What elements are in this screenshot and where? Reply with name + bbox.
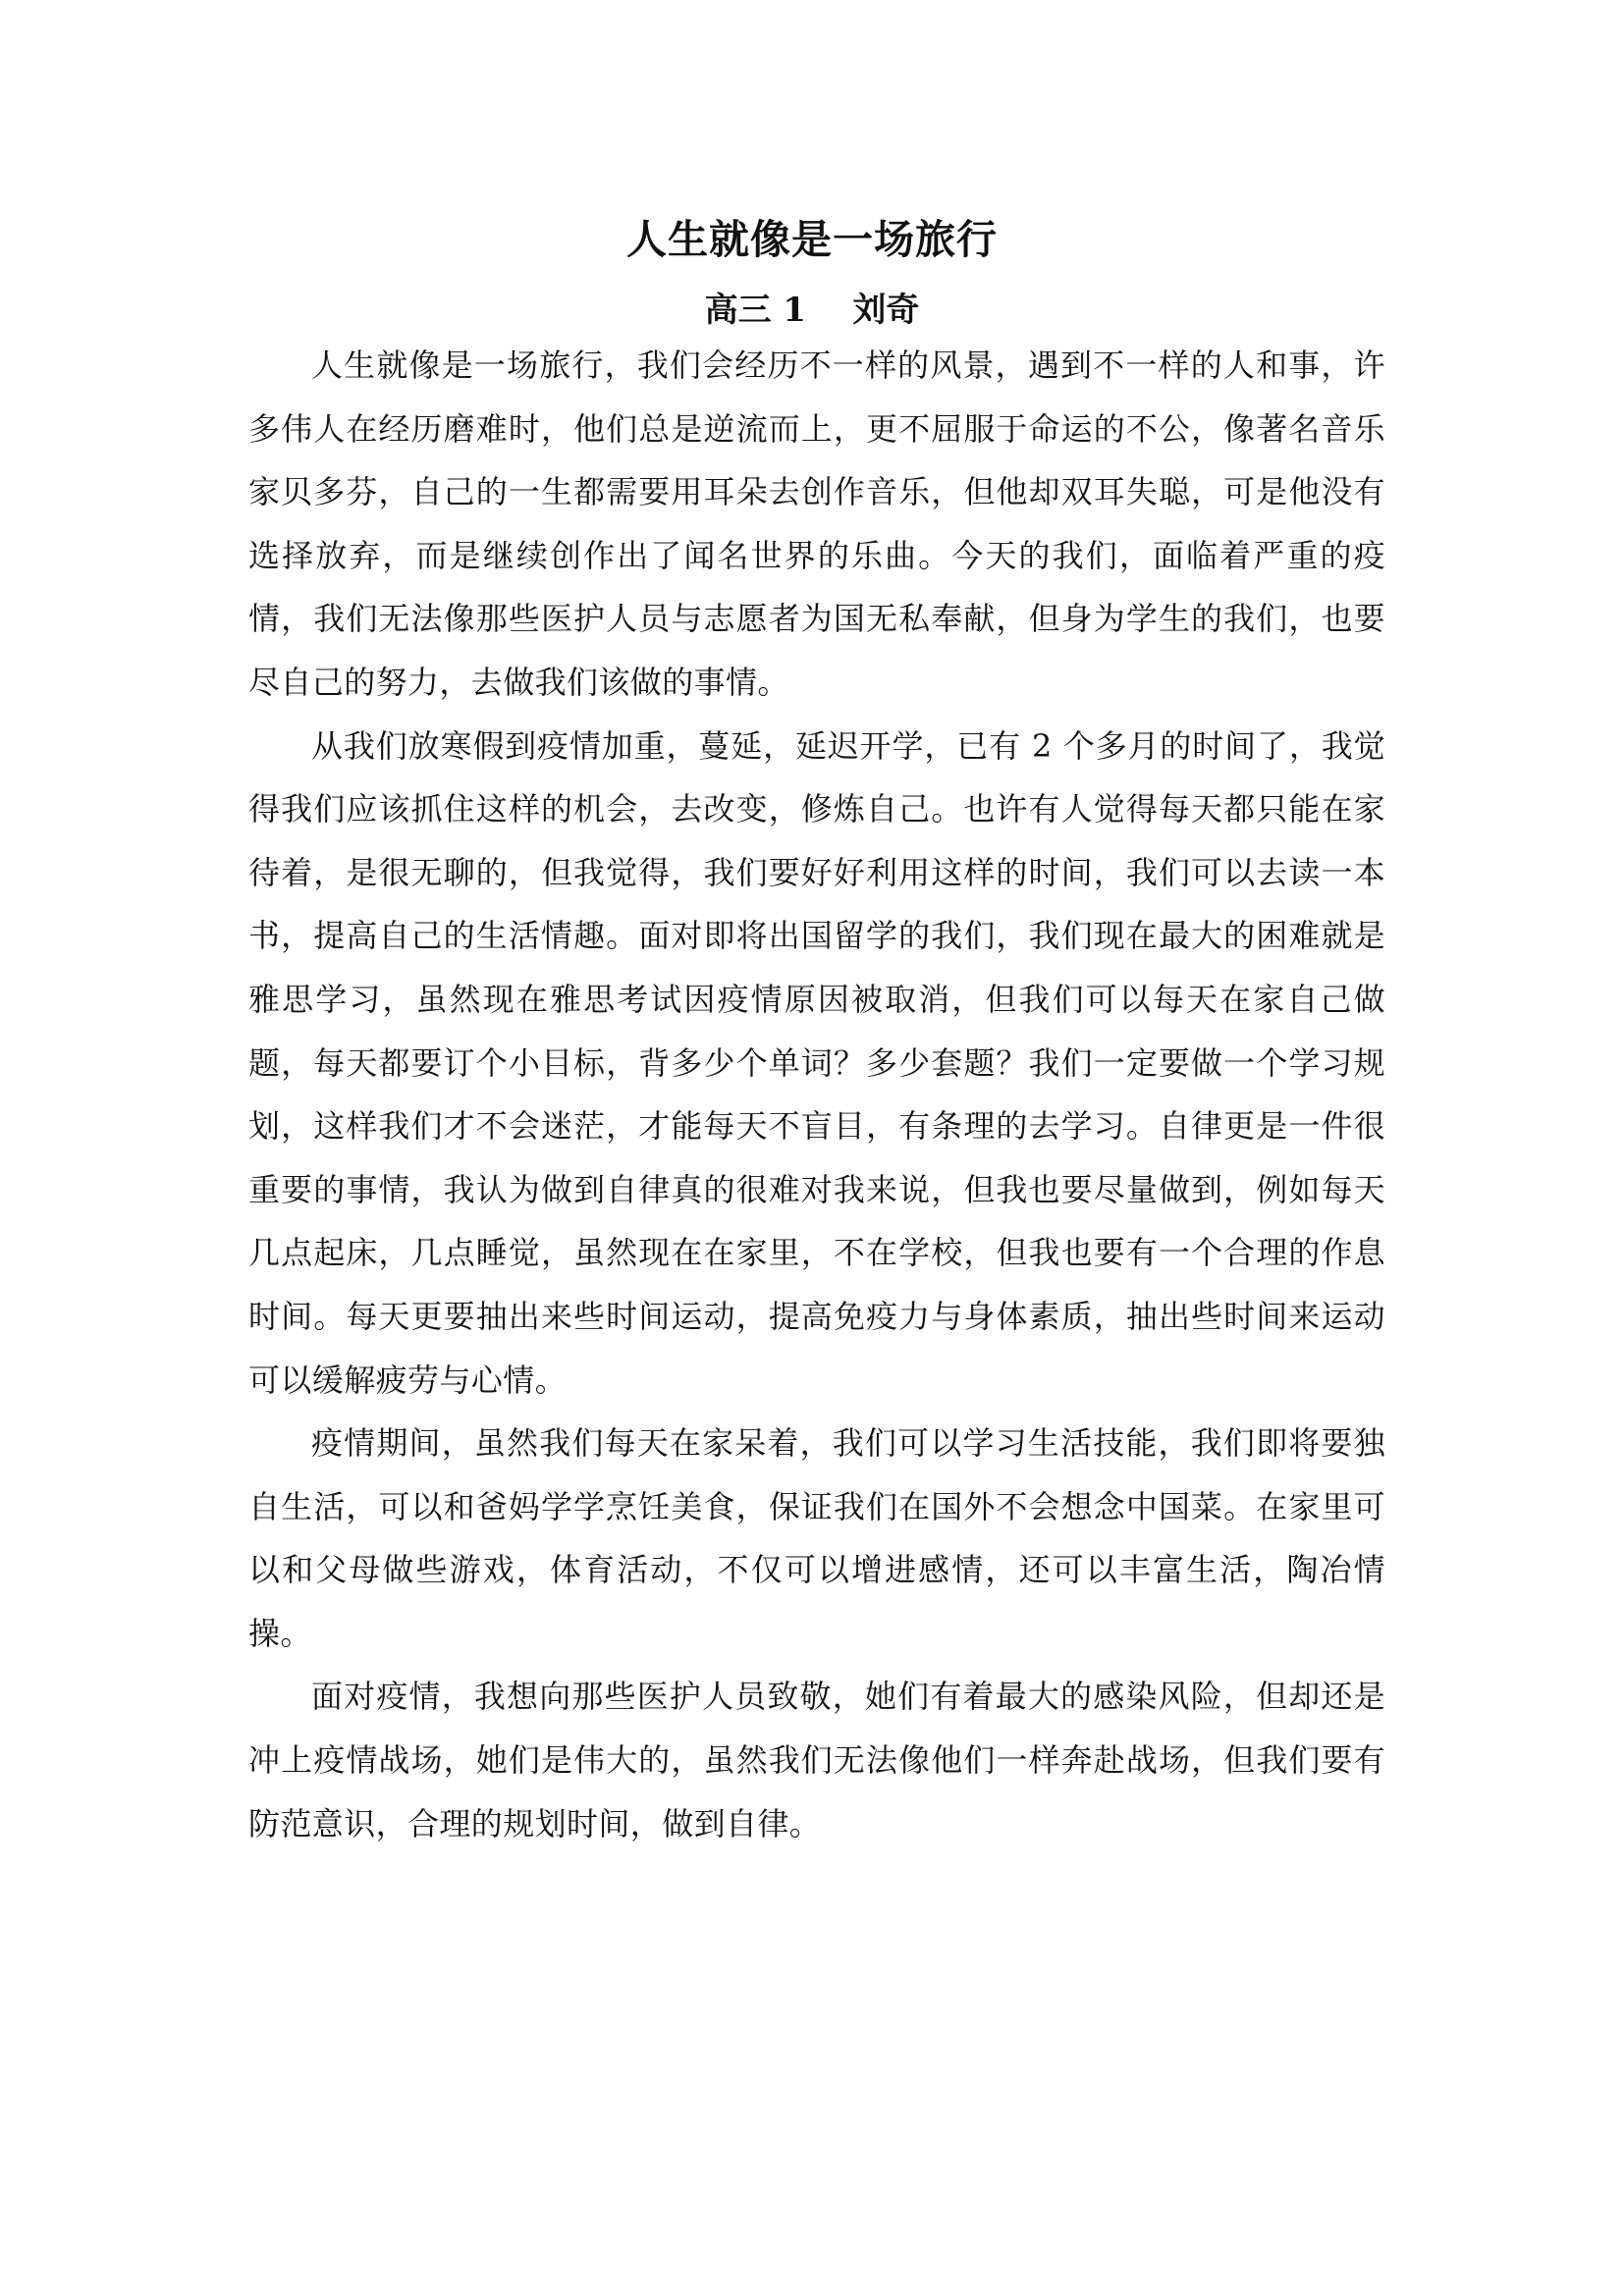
author-byline: 高三 1 刘奇 [704, 291, 920, 330]
essay-title: 人生就像是一场旅行 [626, 216, 998, 263]
paragraph-3: 疫情期间，虽然我们每天在家呆着，我们可以学习生活技能，我们即将要独自生活，可以和爸妈学学烹饪美食，保证我们在国外不会想念中国菜。在家里可以和父母做些游戏，体育活动，不仅可以增进感情，还可以丰富生活，陶冶情操。 [248, 1424, 1385, 1652]
paragraph-4: 面对疫情，我想向那些医护人员致敬，她们有着最大的感染风险，但却还是冲上疫情战场，她们是伟大的，虽然我们无法像他们一样奔赴战场，但我们要有防范意识，合理的规划时间，做到自律。 [248, 1678, 1385, 1842]
essay-body [248, 334, 1385, 1855]
paragraph-1: 人生就像是一场旅行，我们会经历不一样的风景，遇到不一样的人和事，许多伟人在经历磨难时，他们总是逆流而上，更不屈服于命运的不公，像著名音乐家贝多芬，自己的一生都需要用耳朵去创作音乐，但他却双耳失聪，可是他没有选择放弃，而是继续创作出了闻名世界的乐曲。今天的我们，面临着严重的疫情，我们无法像那些医护人员与志愿者为国无私奉献，但身为学生的我们，也要尽自己的努力，去做我们该做的事情。 [248, 347, 1385, 701]
paragraph-2: 从我们放寒假到疫情加重，蔓延，延迟开学，已有 2 个多月的时间了，我觉得我们应该抓住这样的机会，去改变，修炼自己。也许有人觉得每天都只能在家待着，是很无聊的，但我觉得，我们要好好利用这样的时间，我们可以去读一本书，提高自己的生活情趣。面对即将出国留学的我们，我们现在最大的困难就是雅思学习，虽然现在雅思考试因疫情原因被取消，但我们可以每天在家自己做题，每天都要订个小目标，背多少个单词？多少套题？我们一定要做一个学习规划，这样我们才不会迷茫，才能每天不盲目，有条理的去学习。自律更是一件很重要的事情，我认为做到自律真的很难对我来说，但我也要尽量做到，例如每天几点起床，几点睡觉，虽然现在在家里，不在学校，但我也要有一个合理的作息时间。每天更要抽出来些时间运动，提高免疫力与身体素质，抽出些时间来运动可以缓解疲劳与心情。 [248, 726, 1385, 1399]
